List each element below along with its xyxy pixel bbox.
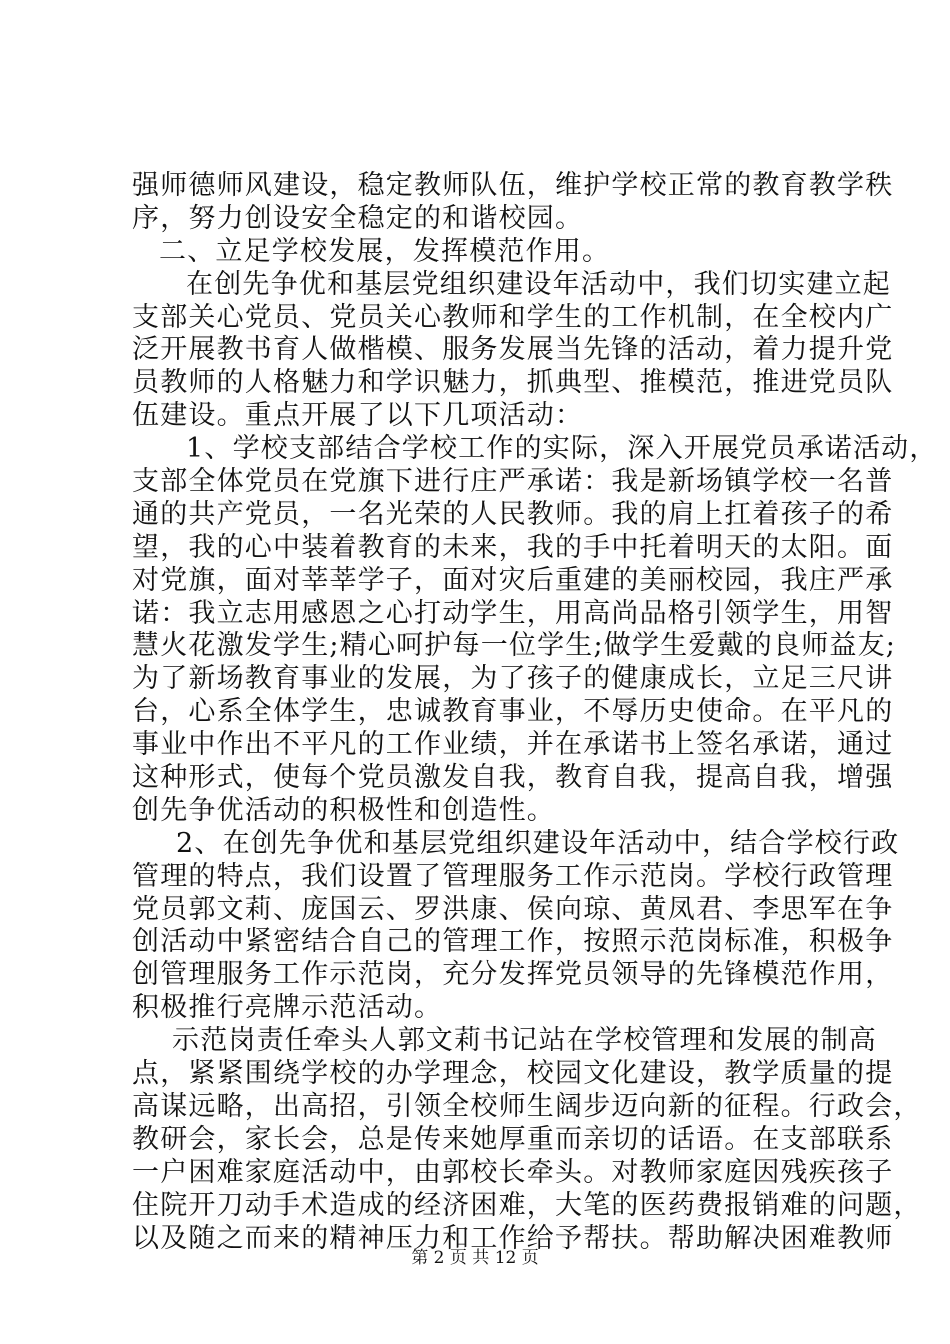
text-line: 事业中作出不平凡的工作业绩，并在承诺书上签名承诺，通过 (132, 729, 894, 761)
text-line: 泛开展教书育人做楷模、服务发展当先锋的活动，着力提升党 (132, 334, 894, 366)
text-line: 2、在创先争优和基层党组织建设年活动中，结合学校行政 (176, 827, 900, 859)
text-line: 党员郭文莉、庞国云、罗洪康、侯向琼、黄凤君、李思军在争 (132, 893, 894, 925)
text-line: 支部关心党员、党员关心教师和学生的工作机制，在全校内广 (132, 301, 894, 333)
text-line: 通的共产党员，一名光荣的人民教师。我的肩上扛着孩子的希 (132, 498, 894, 530)
text-line: 以及随之而来的精神压力和工作给予帮扶。帮助解决困难教师 (132, 1222, 894, 1254)
text-line: 示范岗责任牵头人郭文莉书记站在学校管理和发展的制高 (172, 1025, 877, 1057)
text-line: 教研会，家长会，总是传来她厚重而亲切的话语。在支部联系 (132, 1123, 894, 1155)
text-line: 高谋远略，出高招，引领全校师生阔步迈向新的征程。行政会， (132, 1090, 922, 1122)
text-line: 二、立足学校发展，发挥模范作用。 (159, 235, 611, 267)
text-line: 积极推行亮牌示范活动。 (132, 992, 443, 1024)
text-line: 慧火花激发学生;精心呵护每一位学生;做学生爱戴的良师益友; (132, 630, 897, 662)
text-line: 支部全体党员在党旗下进行庄严承诺：我是新场镇学校一名普 (132, 466, 894, 498)
text-line: 望，我的心中装着教育的未来，我的手中托着明天的太阳。面 (132, 531, 894, 563)
text-line: 这种形式，使每个党员激发自我，教育自我，提高自我，增强 (132, 762, 894, 794)
text-line: 在创先争优和基层党组织建设年活动中，我们切实建立起 (186, 268, 891, 300)
text-line: 员教师的人格魅力和学识魅力，抓典型、推模范，推进党员队 (132, 367, 894, 399)
document-body (132, 170, 938, 1255)
text-line: 强师德师风建设，稳定教师队伍，维护学校正常的教育教学秩 (132, 170, 894, 201)
text-line: 为了新场教育事业的发展，为了孩子的健康成长，立足三尺讲 (132, 663, 894, 695)
text-line: 创管理服务工作示范岗，充分发挥党员领导的先锋模范作用， (132, 959, 894, 991)
text-line: 管理的特点，我们设置了管理服务工作示范岗。学校行政管理 (132, 860, 894, 892)
text-line: 序，努力创设安全稳定的和谐校园。 (132, 202, 584, 234)
text-line: 点，紧紧围绕学校的办学理念，校园文化建设，教学质量的提 (132, 1058, 894, 1090)
text-line: 一户困难家庭活动中，由郭校长牵头。对教师家庭因残疾孩子 (132, 1156, 894, 1188)
text-line: 对党旗，面对莘莘学子，面对灾后重建的美丽校园，我庄严承 (132, 564, 894, 596)
text-line: 伍建设。重点开展了以下几项活动： (132, 400, 584, 432)
text-line: 1、学校支部结合学校工作的实际，深入开展党员承诺活动， (186, 433, 938, 465)
page-footer: 第 2 页 共 12 页 (411, 1248, 539, 1268)
text-line: 创活动中紧密结合自己的管理工作，按照示范岗标准，积极争 (132, 926, 894, 958)
text-line: 创先争优活动的积极性和创造性。 (132, 794, 555, 826)
text-line: 住院开刀动手术造成的经济困难，大笔的医药费报销难的问题， (132, 1189, 922, 1221)
text-line: 台，心系全体学生，忠诚教育事业，不辱历史使命。在平凡的 (132, 696, 894, 728)
text-line: 诺：我立志用感恩之心打动学生，用高尚品格引领学生，用智 (132, 597, 894, 629)
